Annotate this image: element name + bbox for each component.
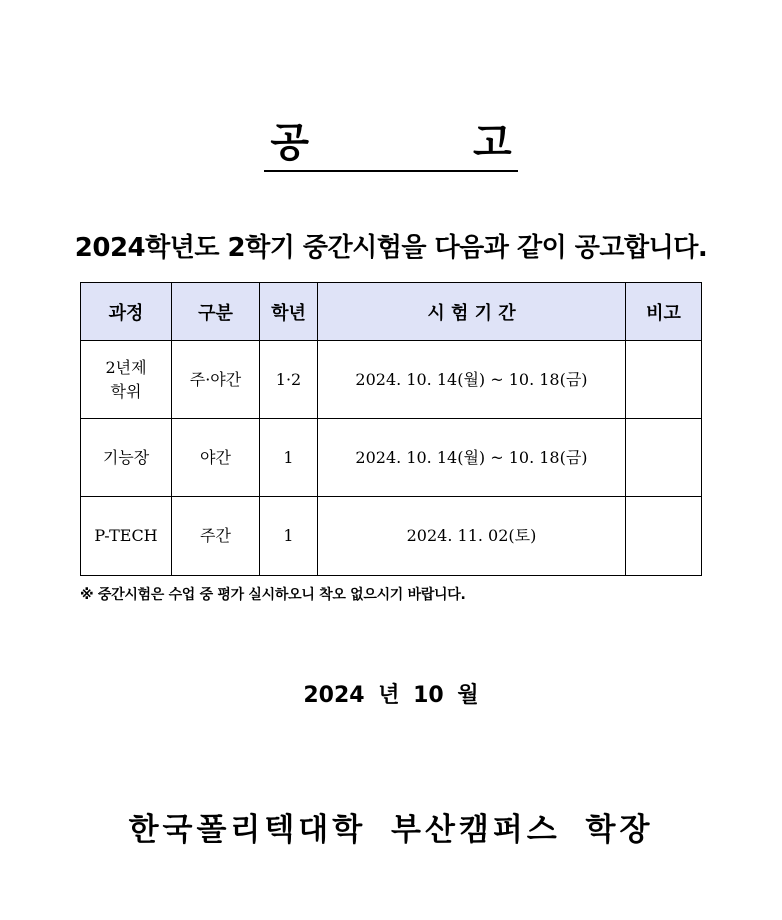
table-row [81,419,702,497]
table-row [81,497,702,576]
cell-period: 2024. 11. 02(토) [318,497,626,576]
notice-footnote: ※ 중간시험은 수업 중 평가 실시하오니 착오 없으시기 바랍니다. [80,587,466,603]
notice-title-container [0,118,782,172]
header-exam-period: 시 험 기 간 [318,283,626,341]
table-row [81,341,702,419]
notice-title: 공 고 [264,118,517,172]
header-remark: 비고 [626,283,702,341]
cell-period: 2024. 10. 14(월) ~ 10. 18(금) [318,341,626,419]
cell-remark [626,419,702,497]
cell-division: 주간 [172,497,260,576]
cell-grade: 1·2 [260,341,318,419]
header-course: 과정 [81,283,172,341]
cell-period: 2024. 10. 14(월) ~ 10. 18(금) [318,419,626,497]
cell-division: 주·야간 [172,341,260,419]
cell-remark [626,341,702,419]
cell-remark [626,497,702,576]
exam-schedule-table [80,282,702,576]
cell-course: 기능장 [81,419,172,497]
notice-subtitle: 2024학년도 2학기 중간시험을 다음과 같이 공고합니다. [74,233,708,263]
notice-date: 2024 년 10 월 [303,683,479,708]
cell-grade: 1 [260,497,318,576]
header-grade: 학년 [260,283,318,341]
cell-course: P-TECH [81,497,172,576]
cell-division: 야간 [172,419,260,497]
notice-signature: 한국폴리텍대학 부산캠퍼스 학장 [128,812,654,848]
cell-course: 2년제 학위 [81,341,172,419]
table-header-row [81,283,702,341]
header-division: 구분 [172,283,260,341]
cell-grade: 1 [260,419,318,497]
